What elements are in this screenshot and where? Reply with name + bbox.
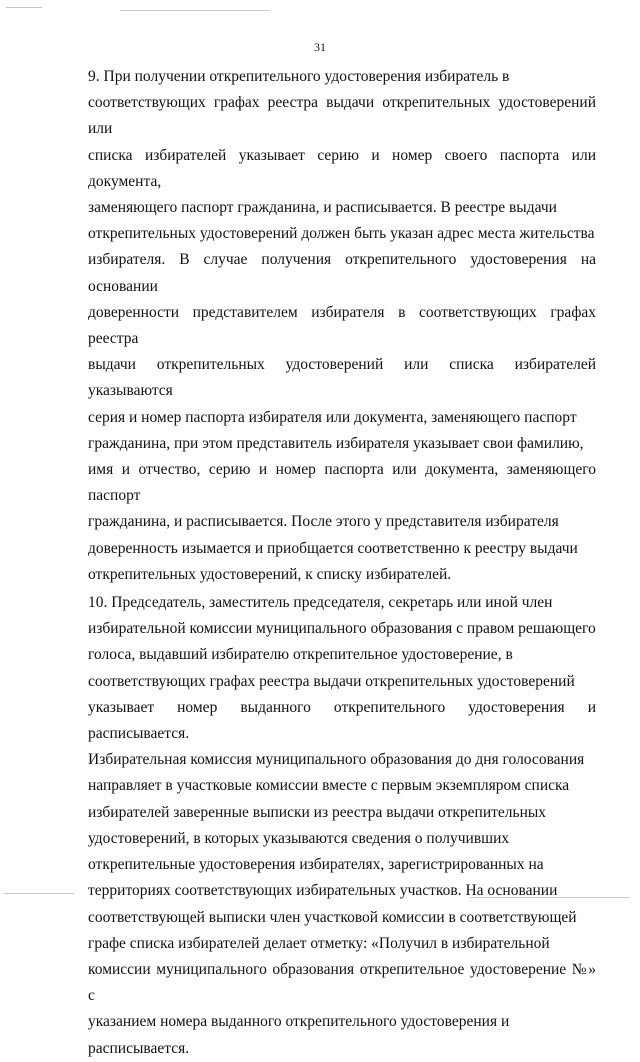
paragraph-item-10: 10. Председатель, заместитель председателя, секретарь или иной член избирательной комиссии муниципального образования с правом решающего голоса, выдавший избирателю открепительное удостоверение, в соответствующих графах реестра выдачи открепительных удостоверений указывает номер выданного открепительного удостоверения и расписывается. Избирательная комиссия муниципального образования до дня голосования направляет в участковые комиссии вместе с первым экземпляром списка избирателей заверенные выписки из реестра выдачи открепительных удостоверений, в которых указываются сведения о получивших открепительные удостоверения избирателях, зарегистрированных на территориях соответствующих избирательных участков. На основании соответствующей выписки член участковой комиссии в соответствующей графе списка избирателей делает отметку: «Получил в избирательной комиссии муниципального образования открепительное удостоверение №» с указанием номера выданного открепительного удостоверения и расписывается. <box>88 594 596 1057</box>
scan-edge-top-center <box>120 10 270 11</box>
scan-edge-top-left <box>6 7 42 8</box>
paragraph-item-9: 9. При получении открепительного удостоверения избиратель в соответствующих графах реестра выдачи открепительных удостоверений или списка избирателей указывает серию и номер своего паспорта или документа, заменяющего паспорт гражданина, и расписывается. В реестре выдачи открепительных удостоверений должен быть указан адрес места жительства избирателя. В случае получения открепительного удостоверения на основании доверенности представителем избирателя в соответствующих графах реестра выдачи открепительных удостоверений или списка избирателей указываются серия и номер паспорта избирателя или документа, заменяющего паспорт гражданина, при этом представитель избирателя указывает свои фамилию, имя и отчество, серию и номер паспорта или документа, заменяющего паспорт гражданина, и расписывается. После этого у представителя избирателя доверенность изымается и приобщается соответственно к реестру выдачи открепительных удостоверений, к списку избирателей. <box>88 68 596 583</box>
document-body <box>88 64 596 1062</box>
scan-edge-bottom-left <box>4 893 74 894</box>
page-number: 31 <box>314 40 326 54</box>
